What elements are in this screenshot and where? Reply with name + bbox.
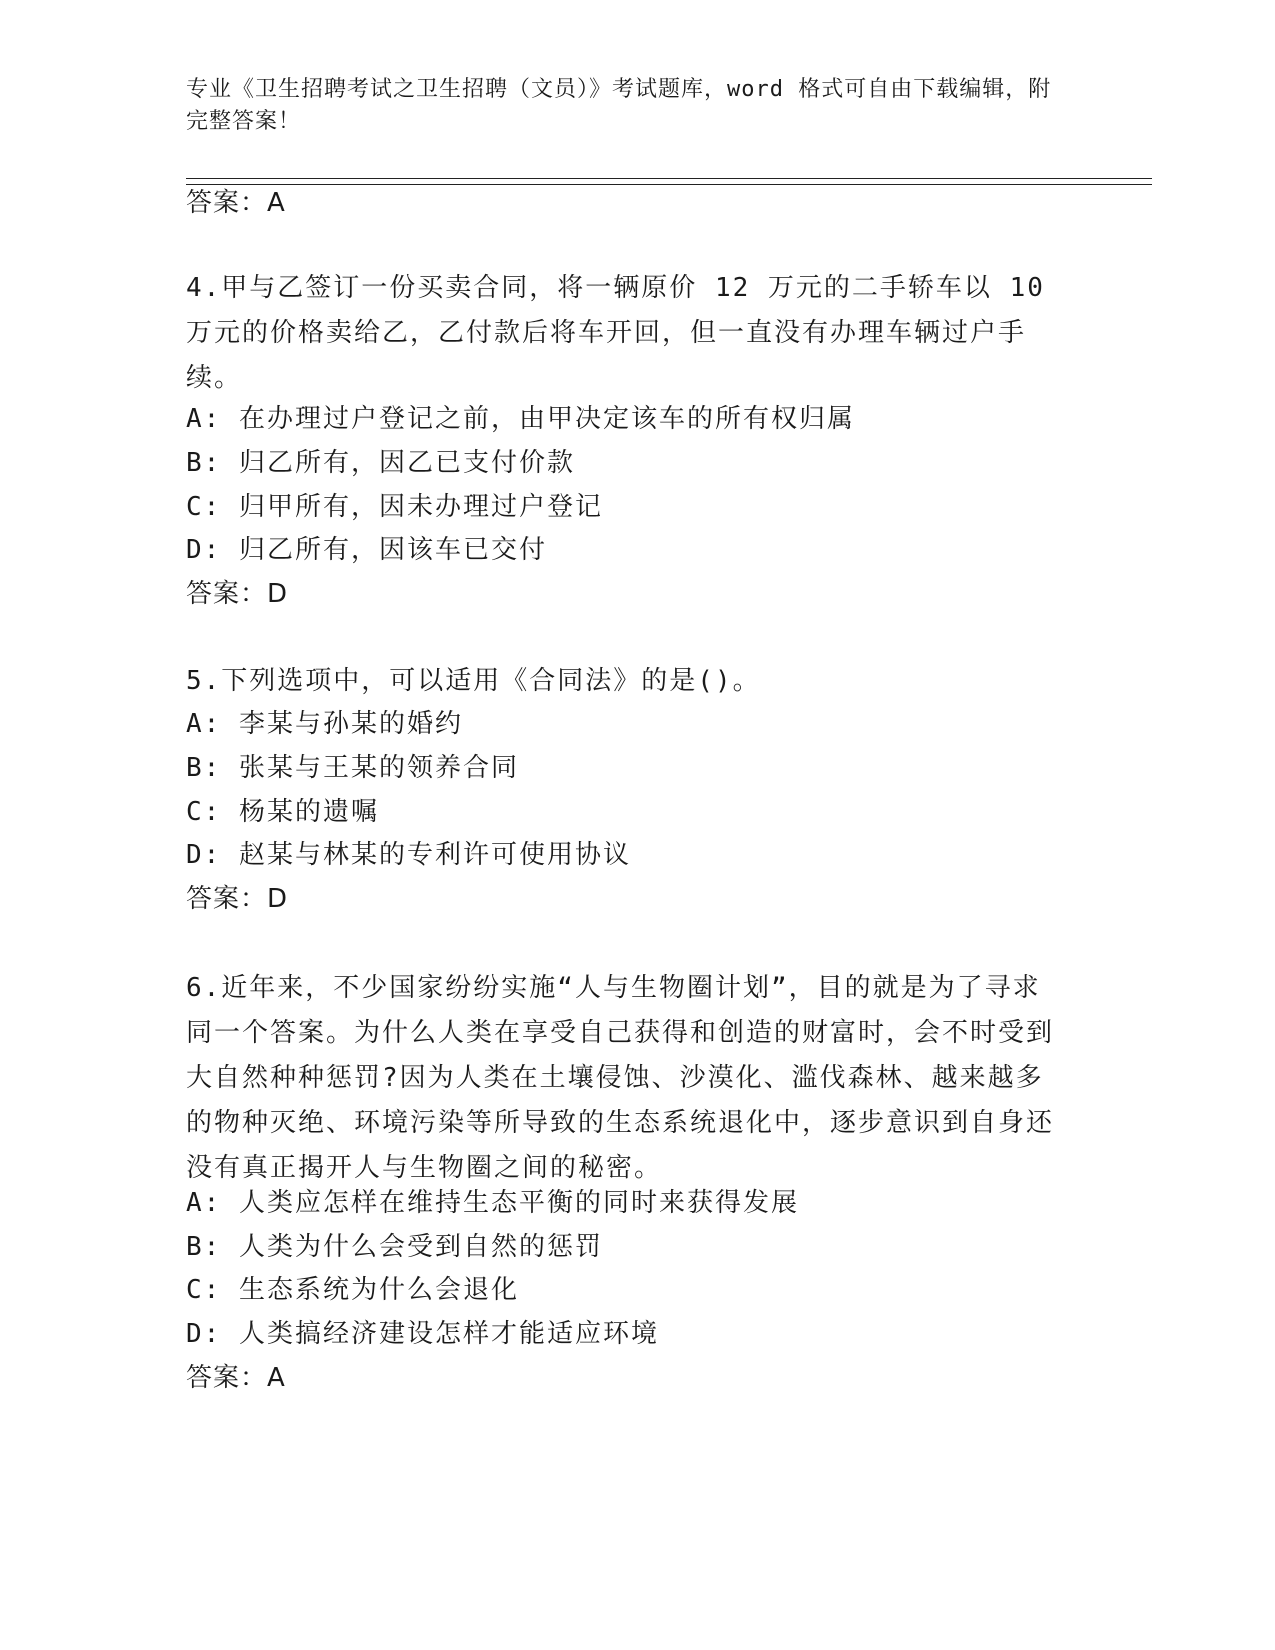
question-5-option-d: D: 赵某与林某的专利许可使用协议 bbox=[186, 840, 631, 870]
question-5-option-c: C: 杨某的遗嘱 bbox=[186, 797, 379, 827]
header-divider-top bbox=[186, 178, 1152, 179]
question-4-option-a: A: 在办理过户登记之前，由甲决定该车的所有权归属 bbox=[186, 404, 855, 434]
question-4-answer: 答案：D bbox=[186, 579, 289, 609]
header-divider-bottom bbox=[186, 184, 1152, 185]
question-5-option-b: B: 张某与王某的领养合同 bbox=[186, 753, 519, 783]
question-6-stem: 6.近年来，不少国家纷纷实施“人与生物圈计划”，目的就是为了寻求同一个答案。为什么人类在享受自己获得和创造的财富时，会不时受到大自然种种惩罚?因为人类在土壤侵蚀、沙漠化、滥伐森林、越来越多的物种灭绝、环境污染等所导致的生态系统退化中，逐步意识到自身还没有真正揭开人与生物圈之间的秘密。 bbox=[186, 973, 1055, 1183]
question-6-option-d: D: 人类搞经济建设怎样才能适应环境 bbox=[186, 1319, 659, 1349]
question-5-stem: 5.下列选项中，可以适用《合同法》的是()。 bbox=[186, 666, 761, 696]
question-6-answer: 答案：A bbox=[186, 1363, 286, 1393]
question-4-option-c: C: 归甲所有，因未办理过户登记 bbox=[186, 492, 603, 522]
question-4-option-d: D: 归乙所有，因该车已交付 bbox=[186, 535, 547, 565]
question-6-option-b: B: 人类为什么会受到自然的惩罚 bbox=[186, 1232, 603, 1262]
question-6-option-a: A: 人类应怎样在维持生态平衡的同时来获得发展 bbox=[186, 1188, 799, 1218]
question-4-stem: 4.甲与乙签订一份买卖合同，将一辆原价 12 万元的二手轿车以 10 万元的价格卖给乙，乙付款后将车开回，但一直没有办理车辆过户手续。 bbox=[186, 273, 1045, 393]
question-5-option-a: A: 李某与孙某的婚约 bbox=[186, 709, 463, 739]
document-header: 专业《卫生招聘考试之卫生招聘（文员）》考试题库，word 格式可自由下载编辑，附完整答案！ bbox=[186, 77, 1052, 134]
previous-answer: 答案：A bbox=[186, 188, 286, 218]
question-5-answer: 答案：D bbox=[186, 884, 289, 914]
question-6-option-c: C: 生态系统为什么会退化 bbox=[186, 1275, 519, 1305]
question-4-option-b: B: 归乙所有，因乙已支付价款 bbox=[186, 448, 575, 478]
